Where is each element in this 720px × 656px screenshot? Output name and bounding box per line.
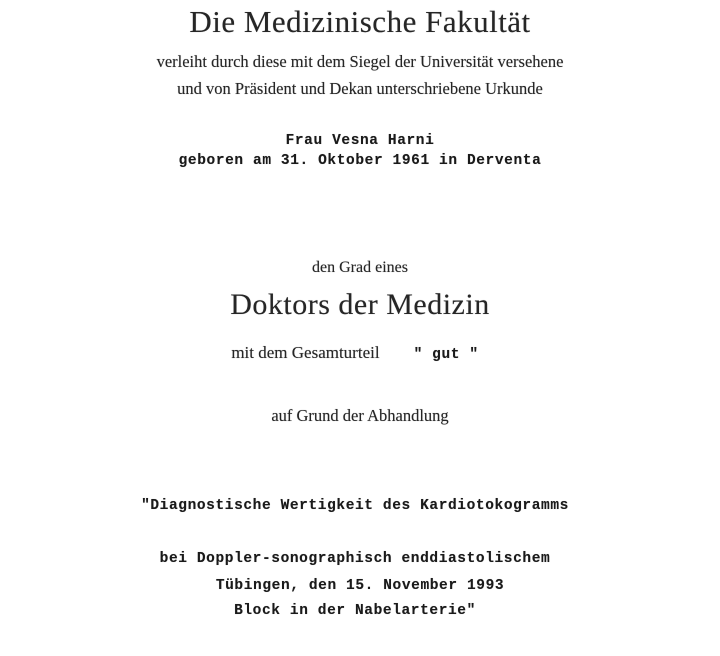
recipient-name: Frau Vesna Harni [285, 133, 435, 149]
certificate-subtitle-line2: und von Präsident und Dekan unterschriebene Urkunde [177, 79, 543, 98]
faculty-title: Die Medizinische Fakultät [189, 4, 531, 39]
degree-intro: den Grad eines [312, 259, 408, 276]
verdict-label: mit dem Gesamturteil [231, 343, 380, 362]
verdict-value: " gut " [413, 347, 479, 363]
verdict-row [0, 343, 710, 363]
certificate-subtitle-line1: verleiht durch diese mit dem Siegel der Universität versehene [156, 52, 564, 71]
thesis-title-line2: bei Doppler-sonographisch enddiastolischem [159, 550, 551, 567]
thesis-title-line3: Block in der Nabelarterie" [234, 603, 476, 619]
thesis-title-line1: "Diagnostische Wertigkeit des Kardiotokogramms [141, 498, 569, 514]
place-and-date: Tübingen, den 15. November 1993 [215, 578, 505, 594]
thesis-title [0, 463, 710, 656]
degree-name: Doktors der Medizin [230, 288, 490, 321]
thesis-intro: auf Grund der Abhandlung [271, 406, 449, 425]
recipient-birth-line: geboren am 31. Oktober 1961 in Derventa [178, 153, 542, 169]
